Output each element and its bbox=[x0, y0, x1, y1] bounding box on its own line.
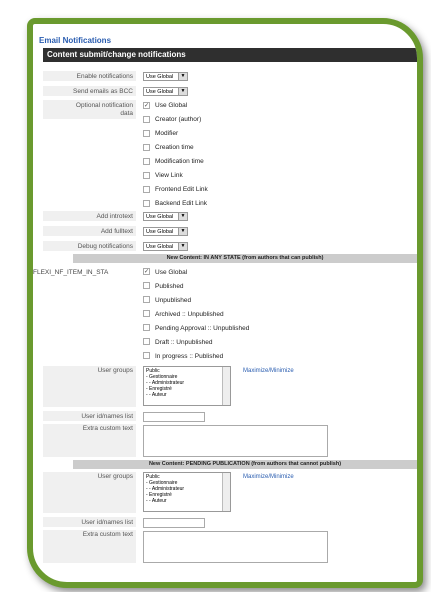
debug-select-value: Use Global bbox=[146, 244, 174, 250]
state-item-6: In progress :: Published bbox=[155, 353, 224, 360]
optional-checkbox-6[interactable] bbox=[143, 186, 150, 193]
group-option[interactable]: - - Administrateur bbox=[146, 486, 185, 492]
chevron-down-icon: ▼ bbox=[178, 88, 187, 95]
chevron-down-icon: ▼ bbox=[178, 243, 187, 250]
listbox-scrollbar[interactable] bbox=[222, 367, 230, 405]
row-bcc bbox=[43, 86, 417, 97]
optional-item-7: Backend Edit Link bbox=[155, 200, 208, 207]
state-item-3: Archived :: Unpublished bbox=[155, 311, 224, 318]
userid-label-1: User id/names list bbox=[43, 411, 136, 422]
row-fulltext bbox=[43, 226, 417, 237]
usergroups-label-2: User groups bbox=[43, 472, 136, 514]
state-item-2: Unpublished bbox=[155, 297, 192, 304]
state-item-4: Pending Approval :: Unpublished bbox=[155, 325, 250, 332]
group-option[interactable]: - Gestionnaire bbox=[146, 374, 178, 380]
row-states bbox=[33, 267, 417, 365]
extra-label-2: Extra custom text bbox=[43, 530, 136, 564]
state-checkbox-3[interactable] bbox=[143, 310, 150, 317]
state-item-5: Draft :: Unpublished bbox=[155, 339, 213, 346]
fulltext-select-value: Use Global bbox=[146, 229, 174, 235]
group-option[interactable]: - Enregistré bbox=[146, 386, 172, 392]
group-option[interactable]: Public bbox=[146, 474, 160, 480]
optional-checkbox-0[interactable]: ✓ bbox=[144, 103, 150, 109]
listbox-scrollbar[interactable] bbox=[222, 473, 230, 511]
row-userid-1 bbox=[43, 411, 417, 422]
row-introtext bbox=[43, 211, 417, 222]
state-field-label: FLEXI_NF_ITEM_IN_STA bbox=[33, 269, 109, 276]
subsection-any-state: New Content: IN ANY STATE (from authors that can publish) bbox=[73, 254, 417, 263]
userid-label-2: User id/names list bbox=[43, 517, 136, 528]
optional-checkbox-5[interactable] bbox=[143, 172, 150, 179]
group-option[interactable]: - - Auteur bbox=[146, 498, 167, 504]
state-checkbox-5[interactable] bbox=[143, 338, 150, 345]
optional-item-6: Frontend Edit Link bbox=[155, 186, 208, 193]
row-debug bbox=[43, 241, 417, 252]
enable-select[interactable] bbox=[143, 72, 188, 81]
maximize-minimize-link-1[interactable]: Maximize/Minimize bbox=[243, 368, 294, 374]
optional-checkbox-4[interactable] bbox=[143, 158, 150, 165]
group-option[interactable]: - - Auteur bbox=[146, 392, 167, 398]
row-extra-1 bbox=[43, 424, 417, 458]
debug-label: Debug notifications bbox=[43, 241, 136, 252]
optional-label-line2: data bbox=[120, 110, 133, 117]
group-option[interactable]: - Enregistré bbox=[146, 492, 172, 498]
optional-item-1: Creator (author) bbox=[155, 116, 202, 123]
optional-item-3: Creation time bbox=[155, 144, 194, 151]
group-option[interactable]: Public bbox=[146, 368, 160, 374]
optional-checkbox-2[interactable] bbox=[143, 130, 150, 137]
row-usergroups-2 bbox=[43, 472, 417, 514]
optional-item-4: Modification time bbox=[155, 158, 204, 165]
state-checkbox-2[interactable] bbox=[143, 296, 150, 303]
optional-item-2: Modifier bbox=[155, 130, 179, 137]
optional-label bbox=[43, 100, 136, 120]
enable-label: Enable notifications bbox=[43, 71, 136, 82]
usergroups-label-1: User groups bbox=[43, 366, 136, 408]
usergroups-listbox-2[interactable] bbox=[143, 472, 231, 512]
maximize-minimize-link-2[interactable]: Maximize/Minimize bbox=[243, 474, 294, 480]
extra-label-1: Extra custom text bbox=[43, 424, 136, 458]
optional-item-0: Use Global bbox=[155, 102, 188, 109]
subsection-pending: New Content: PENDING PUBLICATION (from authors that cannot publish) bbox=[73, 460, 417, 469]
extra-textarea-2[interactable] bbox=[143, 531, 328, 563]
screenshot-frame bbox=[27, 18, 423, 588]
chevron-down-icon: ▼ bbox=[178, 73, 187, 80]
introtext-select-value: Use Global bbox=[146, 214, 174, 220]
row-enable bbox=[43, 71, 417, 82]
group-option[interactable]: - - Administrateur bbox=[146, 380, 185, 386]
chevron-down-icon: ▼ bbox=[178, 213, 187, 220]
state-checkbox-1[interactable] bbox=[143, 282, 150, 289]
state-checkbox-6[interactable] bbox=[143, 352, 150, 359]
group-option[interactable]: - Gestionnaire bbox=[146, 480, 178, 486]
chevron-down-icon: ▼ bbox=[178, 228, 187, 235]
optional-label-line1: Optional notification bbox=[75, 102, 133, 109]
state-item-1: Published bbox=[155, 283, 184, 290]
debug-select[interactable] bbox=[143, 242, 188, 251]
panel-title: Email Notifications bbox=[39, 36, 112, 45]
fulltext-select[interactable] bbox=[143, 227, 188, 236]
state-checkbox-4[interactable] bbox=[143, 324, 150, 331]
row-optional bbox=[43, 100, 417, 205]
section-header: Content submit/change notifications bbox=[43, 48, 417, 62]
optional-checkbox-3[interactable] bbox=[143, 144, 150, 151]
optional-checkbox-1[interactable] bbox=[143, 116, 150, 123]
row-usergroups-1 bbox=[43, 366, 417, 408]
fulltext-label: Add fulltext bbox=[43, 226, 136, 237]
row-extra-2 bbox=[43, 530, 417, 564]
row-userid-2 bbox=[43, 517, 417, 528]
bcc-label: Send emails as BCC bbox=[43, 86, 136, 97]
introtext-label: Add introtext bbox=[43, 211, 136, 222]
state-item-0: Use Global bbox=[155, 269, 188, 276]
introtext-select[interactable] bbox=[143, 212, 188, 221]
state-checkbox-0[interactable]: ✓ bbox=[144, 269, 150, 275]
optional-item-5: View Link bbox=[155, 172, 183, 179]
optional-checkbox-7[interactable] bbox=[143, 200, 150, 207]
usergroups-listbox-1[interactable] bbox=[143, 366, 231, 406]
userid-input-2[interactable] bbox=[143, 518, 205, 528]
bcc-select-value: Use Global bbox=[146, 89, 174, 95]
bcc-select[interactable] bbox=[143, 87, 188, 96]
enable-select-value: Use Global bbox=[146, 74, 174, 80]
extra-textarea-1[interactable] bbox=[143, 425, 328, 457]
userid-input-1[interactable] bbox=[143, 412, 205, 422]
